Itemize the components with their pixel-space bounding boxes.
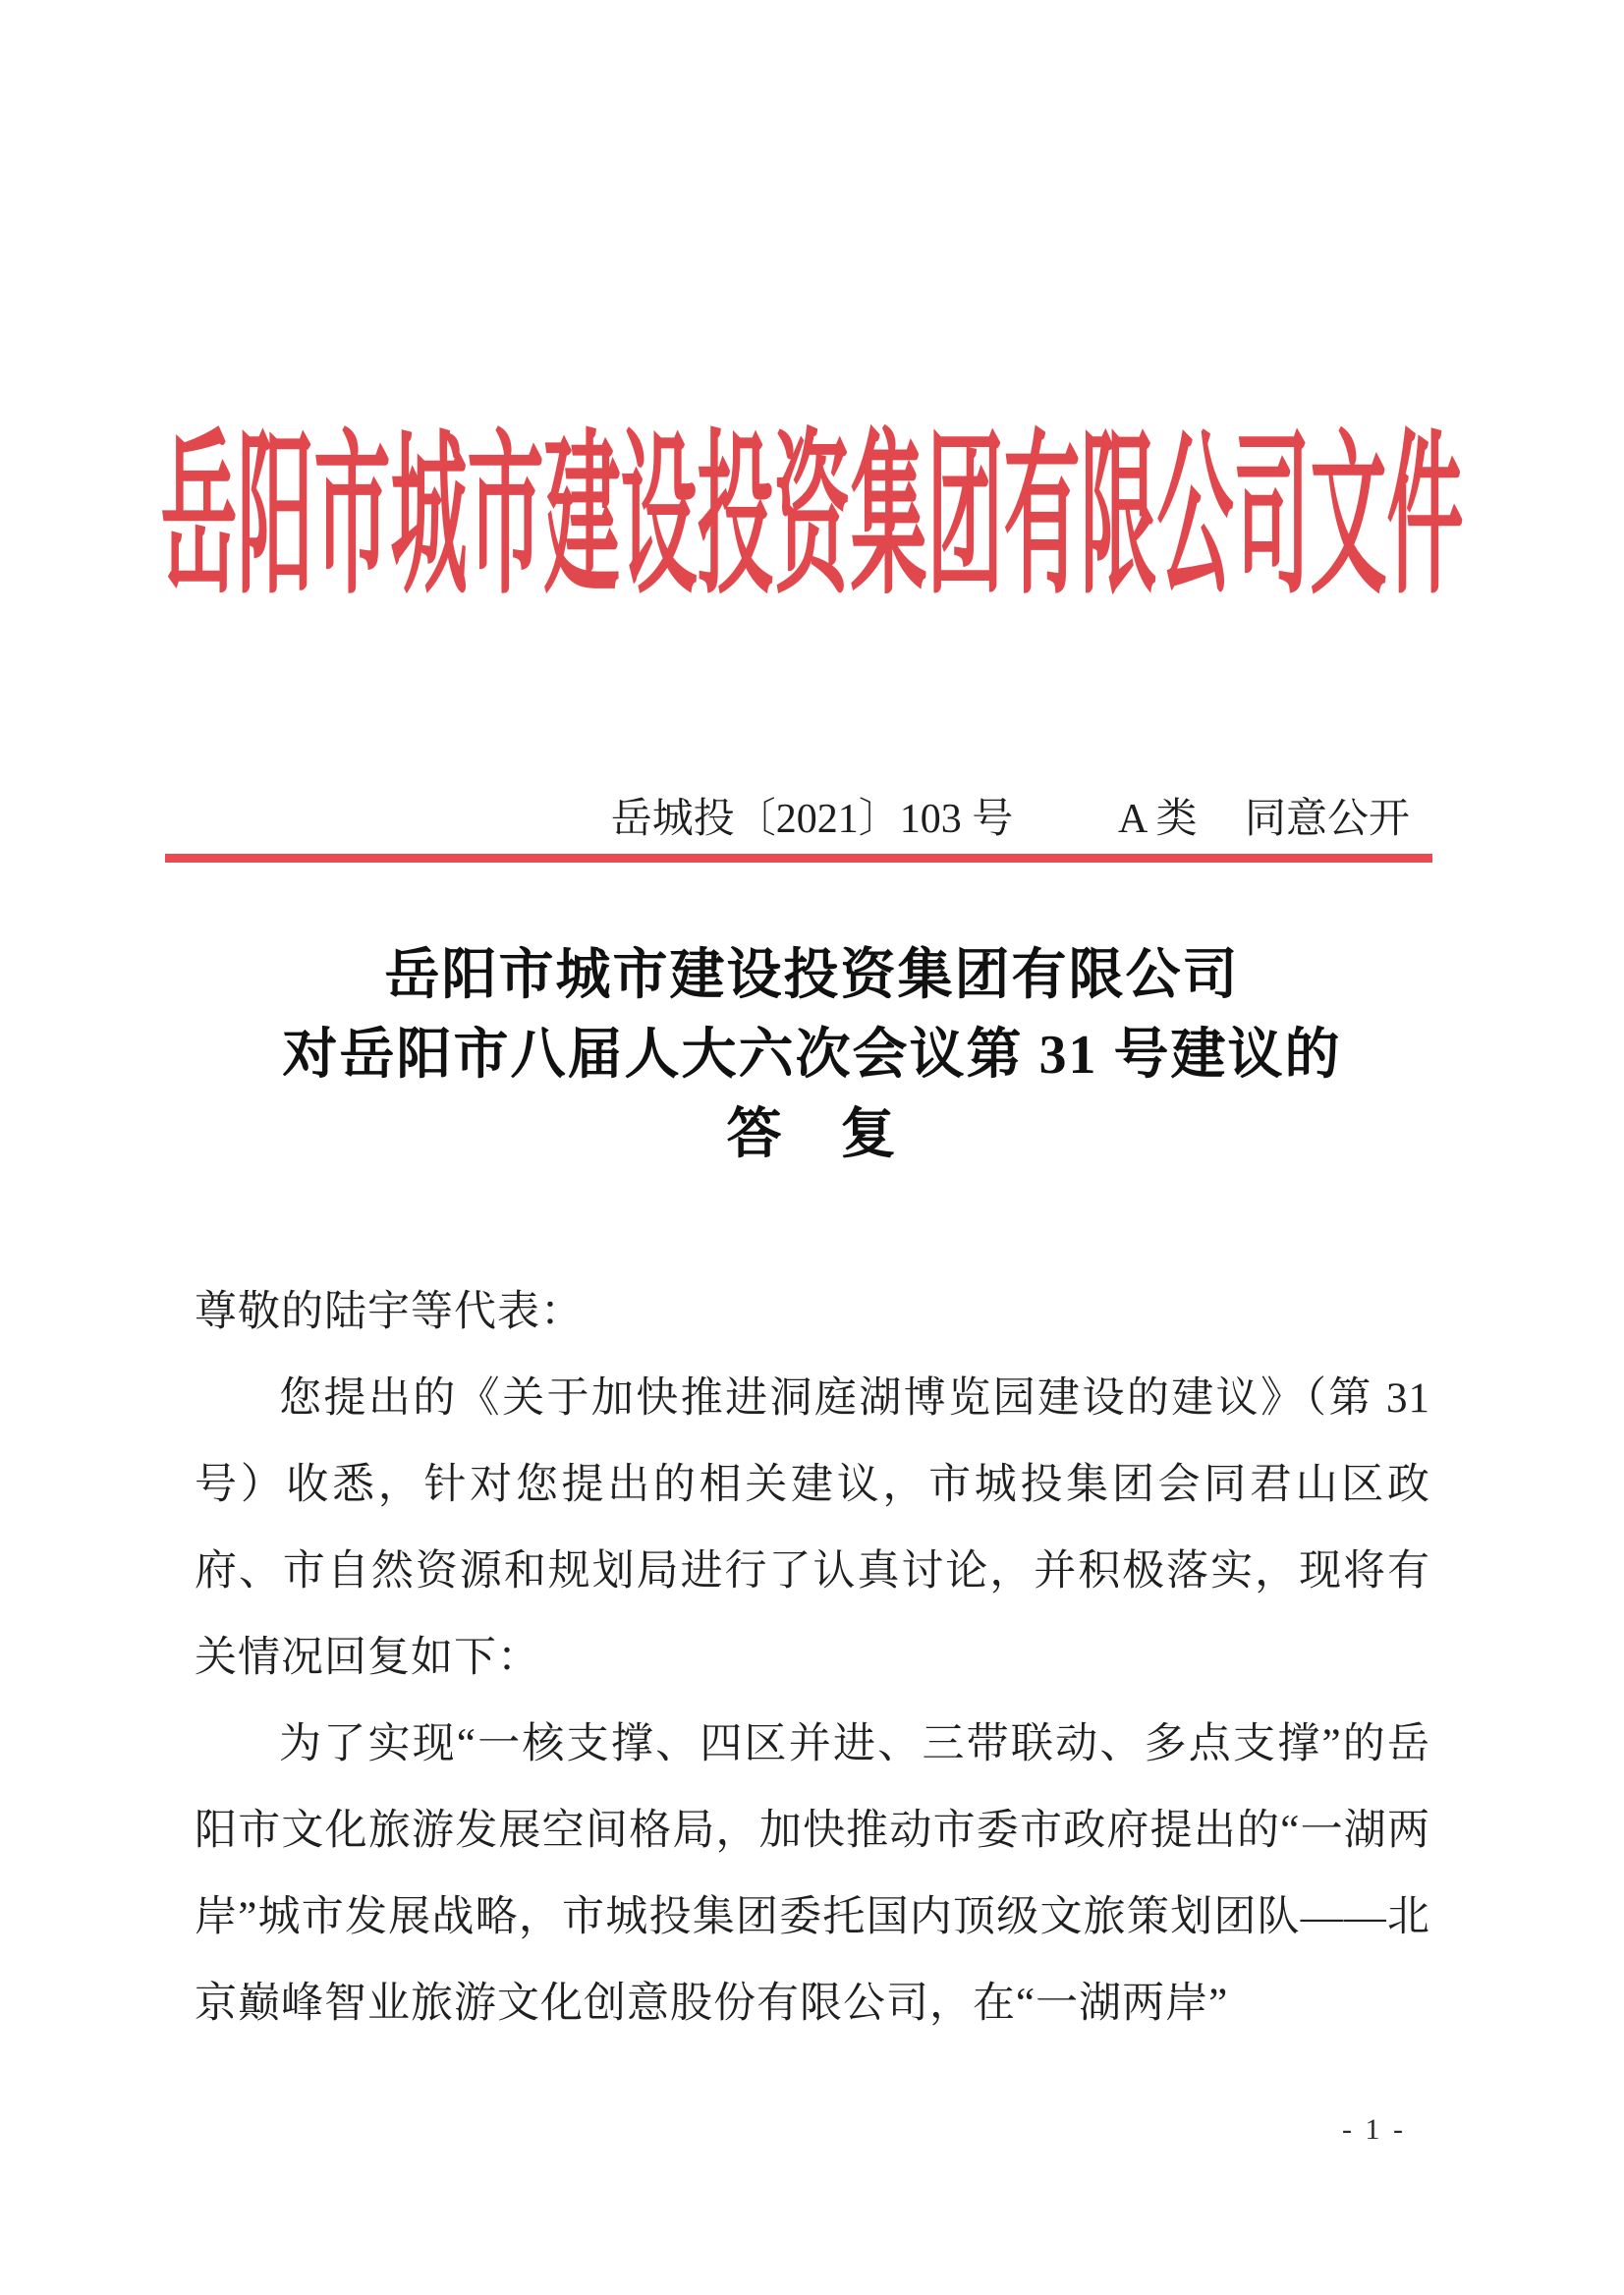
red-letterhead-title: 岳阳市城市建设投资集团有限公司文件 — [160, 418, 1464, 615]
classification-label: A 类 — [1117, 797, 1198, 842]
classification-group — [1118, 796, 1410, 843]
document-body — [195, 1269, 1430, 2047]
paragraph-2: 为了实现“一核支撑、四区并进、三带联动、多点支撑”的岳阳市文化旅游发展空间格局，加快推动市委市政府提出的“一湖两岸”城市发展战略，市城投集团委托国内顶级文旅策划团队——北京巅峰智业旅游文化创意股份有限公司，在“一湖两岸” — [195, 1721, 1430, 2027]
salutation: 尊敬的陆宇等代表： — [195, 1289, 584, 1335]
red-divider-line — [165, 854, 1432, 863]
document-title-line1: 岳阳市城市建设投资集团有限公司 — [384, 945, 1240, 1006]
publicity-label: 同意公开 — [1244, 797, 1410, 842]
doc-number: 岳城投〔2021〕103 号 — [610, 797, 1014, 842]
document-title-line2: 对岳阳市八届人大六次会议第 31 号建议的 — [282, 1025, 1342, 1086]
paragraph-1: 您提出的《关于加快推进洞庭湖博览园建设的建议》（第 31 号）收悉，针对您提出的相关建议，市城投集团会同君山区政府、市自然资源和规划局进行了认真讨论，并积极落实，现将有关情况回复如下： — [195, 1375, 1430, 1681]
page-number: - 1 - — [1342, 2113, 1406, 2146]
document-title-line3: 答 复 — [726, 1104, 898, 1165]
doc-meta-row — [0, 796, 1624, 843]
document-title — [0, 936, 1624, 1175]
